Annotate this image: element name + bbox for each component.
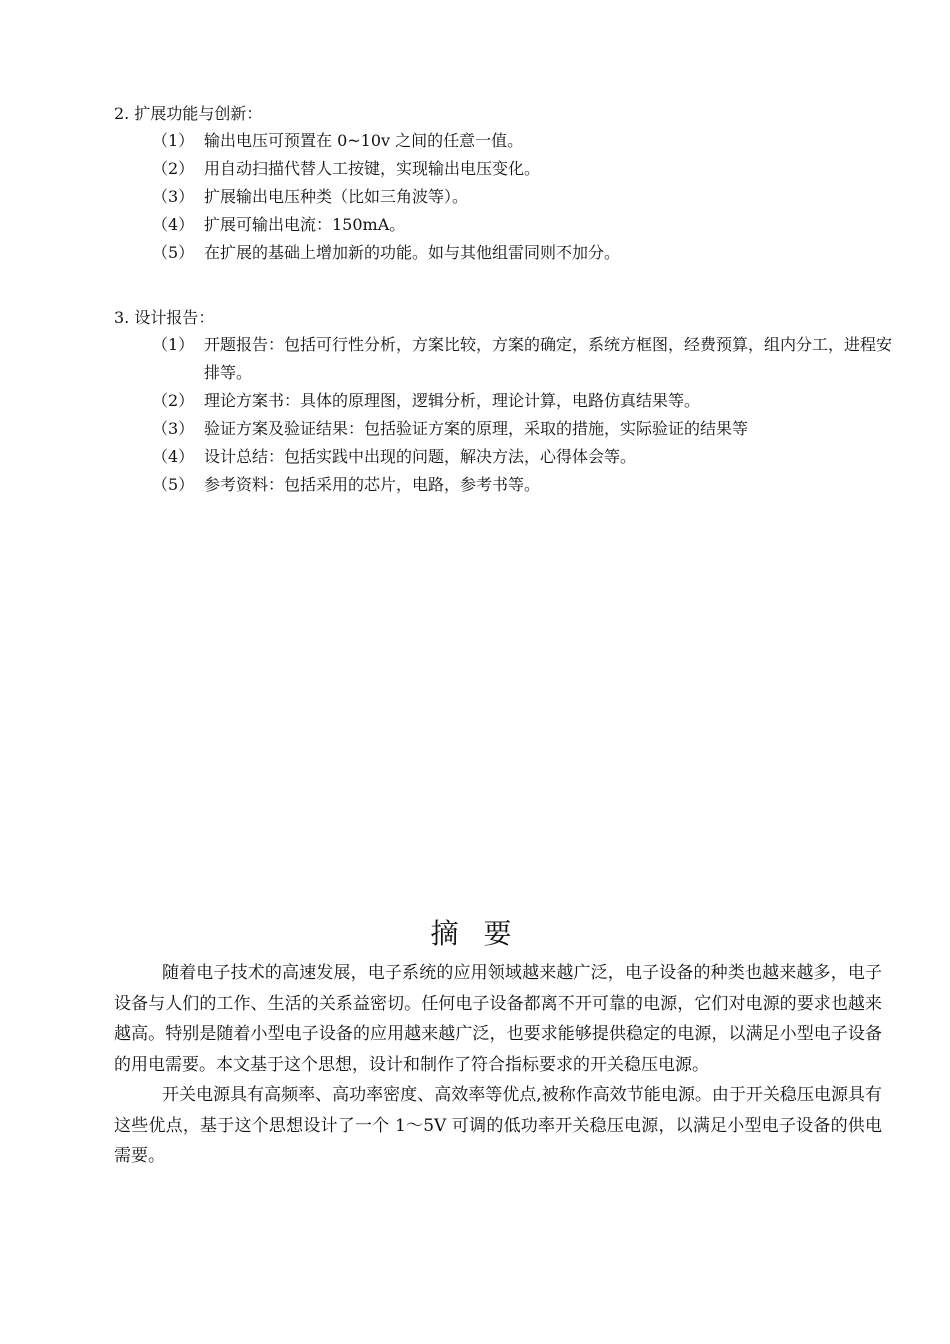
item-number: （1） bbox=[152, 335, 195, 354]
item-number: （3） bbox=[152, 419, 195, 438]
item-text: 扩展输出电压种类（比如三角波等）。 bbox=[204, 187, 469, 206]
item-text: 参考资料：包括采用的芯片，电路，参考书等。 bbox=[204, 475, 541, 494]
item-number: （4） bbox=[152, 447, 195, 466]
item-number: （3） bbox=[152, 187, 195, 206]
list-item bbox=[114, 183, 894, 211]
item-text: 设计总结：包括实践中出现的问题，解决方法，心得体会等。 bbox=[204, 447, 637, 466]
section-3 bbox=[114, 304, 894, 499]
item-number: （2） bbox=[152, 159, 195, 178]
abstract-paragraph: 开关电源具有高频率、高功率密度、高效率等优点,被称作高效节能电源。由于开关稳压电源具有这些优点，基于这个思想设计了一个 1～5V 可调的低功率开关稳压电源，以满足小型电子设备的供电需要。 bbox=[114, 1085, 882, 1166]
section-2-title: 2. 扩展功能与创新： bbox=[114, 104, 263, 123]
item-text: 输出电压可预置在 0~10v 之间的任意一值。 bbox=[204, 131, 524, 150]
item-number: （5） bbox=[152, 475, 195, 494]
list-item bbox=[114, 155, 894, 183]
section-2 bbox=[114, 100, 894, 267]
list-item bbox=[114, 387, 894, 415]
item-text: 扩展可输出电流：150mA。 bbox=[204, 215, 406, 234]
abstract-title: 摘 要 bbox=[430, 917, 520, 950]
abstract-body bbox=[114, 958, 882, 1172]
item-text: 在扩展的基础上增加新的功能。如与其他组雷同则不加分。 bbox=[204, 243, 621, 262]
list-item bbox=[114, 239, 894, 267]
list-item bbox=[114, 415, 894, 443]
item-text: 理论方案书：具体的原理图，逻辑分析，理论计算，电路仿真结果等。 bbox=[204, 391, 701, 410]
item-number: （4） bbox=[152, 215, 195, 234]
list-item bbox=[114, 211, 894, 239]
list-item bbox=[114, 471, 894, 499]
item-number: （2） bbox=[152, 391, 195, 410]
list-item bbox=[114, 127, 894, 155]
list-item bbox=[114, 443, 894, 471]
list-item bbox=[114, 331, 894, 387]
item-text: 验证方案及验证结果：包括验证方案的原理，采取的措施，实际验证的结果等 bbox=[204, 419, 749, 438]
item-number: （5） bbox=[152, 243, 195, 262]
item-text: 用自动扫描代替人工按键，实现输出电压变化。 bbox=[204, 159, 541, 178]
section-3-title: 3. 设计报告： bbox=[114, 308, 215, 327]
item-number: （1） bbox=[152, 131, 195, 150]
item-text: 开题报告：包括可行性分析，方案比较，方案的确定，系统方框图，经费预算，组内分工，进程安排等。 bbox=[204, 335, 893, 382]
abstract-paragraph: 随着电子技术的高速发展，电子系统的应用领域越来越广泛，电子设备的种类也越来越多，电子设备与人们的工作、生活的关系益密切。任何电子设备都离不开可靠的电源，它们对电源的要求也越来越高。特别是随着小型电子设备的应用越来越广泛，也要求能够提供稳定的电源，以满足小型电子设备的用电需要。本文基于这个思想，设计和制作了符合指标要求的开关稳压电源。 bbox=[114, 963, 882, 1075]
